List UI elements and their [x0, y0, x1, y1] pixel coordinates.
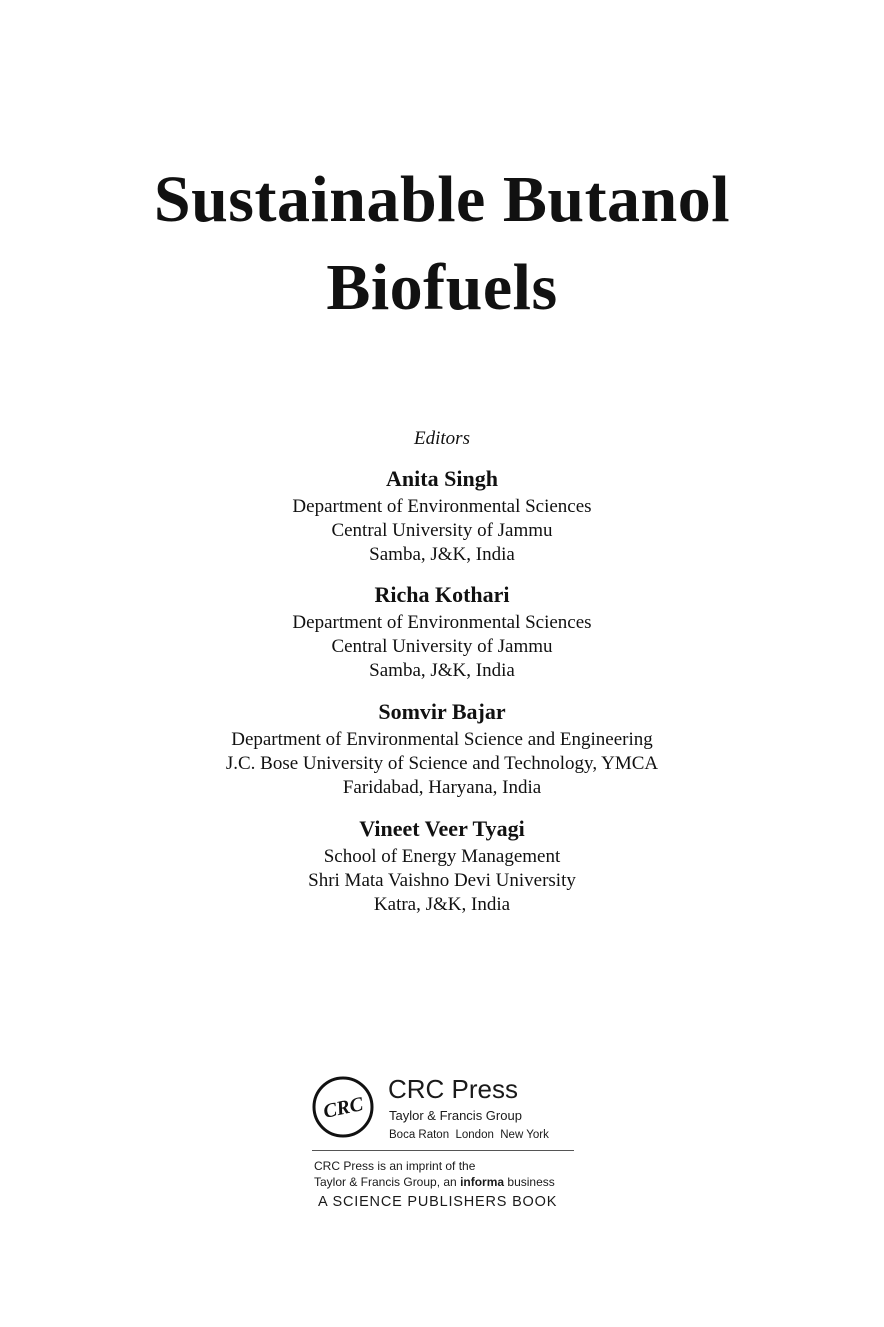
- imprint-informa: informa: [460, 1175, 505, 1189]
- book-title: [0, 156, 884, 332]
- crc-logo-icon: [312, 1076, 374, 1138]
- publisher-group: Taylor & Francis Group: [389, 1108, 522, 1123]
- imprint-line-2-prefix: Taylor & Francis Group, an: [314, 1175, 461, 1189]
- editors-label: Editors: [414, 428, 470, 449]
- editor-block: [0, 465, 884, 567]
- editor-affiliation-line: Central University of Jammu: [331, 636, 553, 657]
- editor-affiliation-line: Samba, J&K, India: [369, 660, 515, 681]
- editor-affiliation-line: Department of Environmental Science and Engineering: [231, 729, 653, 750]
- imprint-statement: [314, 1158, 555, 1190]
- editor-name: Richa Kothari: [374, 582, 510, 607]
- editor-affiliation-line: Department of Environmental Sciences: [292, 496, 592, 517]
- editor-name: Somvir Bajar: [378, 699, 506, 724]
- editor-affiliation-line: Katra, J&K, India: [373, 894, 511, 915]
- series-label: A SCIENCE PUBLISHERS BOOK: [318, 1194, 558, 1210]
- editor-block: [0, 581, 884, 683]
- editor-affiliation-line: School of Energy Management: [323, 846, 561, 867]
- divider: [312, 1150, 574, 1151]
- editor-name: Vineet Veer Tyagi: [359, 816, 525, 841]
- editor-affiliation-line: Department of Environmental Sciences: [292, 612, 592, 633]
- imprint-line-2-suffix: business: [504, 1175, 555, 1189]
- publisher-imprint: [306, 1072, 576, 1222]
- editor-affiliation-line: J.C. Bose University of Science and Technology, YMCA: [225, 753, 659, 774]
- book-title-line-1: Sustainable Butanol: [153, 163, 731, 236]
- imprint-line-1: CRC Press is an imprint of the: [314, 1159, 476, 1173]
- publisher-cities: Boca Raton London New York: [389, 1129, 549, 1141]
- crc-logo-text: CRC: [321, 1093, 366, 1123]
- editor-name: Anita Singh: [386, 466, 498, 491]
- editor-affiliation-line: Shri Mata Vaishno Devi University: [308, 870, 576, 891]
- editor-affiliation-line: Faridabad, Haryana, India: [342, 777, 542, 798]
- editor-block: [0, 815, 884, 917]
- publisher-name: CRC Press: [388, 1074, 519, 1104]
- book-title-line-2: Biofuels: [326, 251, 558, 324]
- editor-block: [0, 698, 884, 800]
- editor-affiliation-line: Central University of Jammu: [331, 520, 553, 541]
- editor-affiliation-line: Samba, J&K, India: [369, 544, 515, 565]
